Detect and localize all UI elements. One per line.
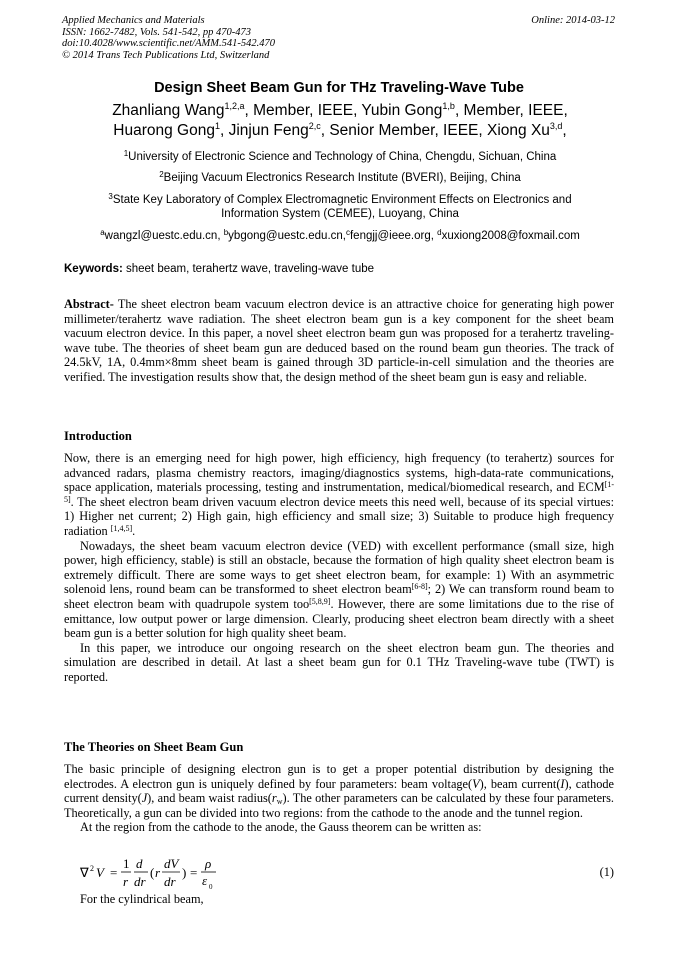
citation: [1,4,5] (110, 523, 133, 533)
paragraph-text: ), and beam waist radius( (147, 791, 272, 806)
paragraph: In this paper, we introduce our ongoing research on the sheet electron beam gun. The theories and simulation are described in detail. At last a sheet beam gun for 0.1 THz Traveling-wave tube (TWT) is reported. (64, 640, 614, 684)
paragraph: For the cylindrical beam, (80, 892, 204, 906)
copyright-line: © 2014 Trans Tech Publications Ltd, Switzerland (62, 49, 270, 61)
author-sup: 3,d (549, 121, 563, 131)
variable: V (472, 776, 480, 791)
journal-name: Applied Mechanics and Materials (62, 15, 205, 26)
abstract-text: The sheet electron beam vacuum electron device is an attractive choice for generating high power millimeter/terahertz wave radiation. The sheet electron beam gun is a key component for the sheet beam vacuum electron device. In this paper, a novel sheet electron beam gun was proposed for a terahertz traveling-wave tube. The theories of sheet beam gun are deduced based on the round beam gun theories. The track of 24.5kV, 1A, 0.4mm×8mm sheet beam is gained through 3D particle-in-cell simulation and the theories are verified. The investigation results show that, the design method of the sheet beam gun is easy and reliable. (64, 297, 614, 384)
affiliation-text: Beijing Vacuum Electronics Research Institute (BVERI), Beijing, China (163, 172, 521, 184)
paragraph (64, 539, 614, 641)
svg-text:dr: dr (134, 874, 146, 889)
svg-text:V: V (96, 865, 104, 880)
svg-text:=: = (190, 865, 198, 880)
theories-body (64, 762, 614, 835)
svg-text:∇: ∇ (80, 865, 89, 880)
svg-text:1: 1 (123, 856, 130, 871)
doi-line: doi:10.4028/www.scientific.net/AMM.541-542.470 (62, 38, 275, 49)
author-text: Zhanliang Wang (112, 102, 225, 119)
paragraph (64, 451, 614, 539)
citation: [6-8] (411, 582, 428, 592)
email-sup: c (345, 228, 350, 237)
variable: I (560, 776, 565, 791)
email-sup: b (223, 228, 229, 237)
paragraph-text: Nowadays, the sheet beam vacuum electron device (VED) with excellent performance (small size, high power, high efficiency, stable) is still an obstacle, because the formation of high quality sheet electron beam is extremely difficult. There are some ways to get sheet electron beam, for example: 1) With an asymmetric solenoid lens, round beam can be transformed to sheet electron beam (64, 538, 614, 597)
email-sup: a (100, 228, 105, 237)
svg-text:dr: dr (164, 874, 176, 889)
theories-body-continued (64, 892, 614, 907)
affiliation-text: Information System (CEMEE), Luoyang, China (221, 208, 459, 220)
paragraph-text: ; 2) We can transform round beam to sheet electron beam with quadrupole system too (64, 582, 614, 611)
author-sup: 2,c (308, 121, 321, 131)
equation-number: (1) (599, 865, 614, 879)
svg-text:dV: dV (164, 856, 179, 871)
variable-subscript: w (276, 797, 283, 807)
online-date: Online: 2014-03-12 (531, 15, 615, 26)
affiliation-sup: 1 (123, 149, 129, 158)
email-list (50, 229, 630, 243)
svg-text:): ) (182, 865, 187, 880)
abstract (64, 297, 614, 385)
paragraph-text: Now, there is an emerging need for high power, high efficiency, high frequency (to terahertz) sources for advanced radars, plasma chemistry reactors, imaging/diagnostics systems, high-data-rate communications, space application, materials processing, testing and instrumentation, medical/biomedical research, and ECM (64, 451, 614, 495)
affiliation-1 (50, 150, 630, 164)
email-address: xuxiong2008@foxmail.com (441, 230, 580, 242)
svg-text:ρ: ρ (205, 856, 212, 871)
introduction-body (64, 451, 614, 685)
svg-text:=: = (110, 865, 118, 880)
affiliation-3 (50, 193, 630, 221)
svg-text:2: 2 (90, 864, 94, 873)
svg-text:ε: ε (202, 873, 208, 888)
citation: [1-5] (64, 480, 614, 504)
author-line-2 (40, 121, 640, 141)
paper-title: Design Sheet Beam Gun for THz Traveling-Wave Tube (154, 80, 524, 96)
affiliation-2 (50, 171, 630, 185)
affiliation-sup: 2 (159, 170, 164, 179)
equation-1 (80, 855, 614, 891)
paragraph (64, 762, 614, 820)
svg-text:0: 0 (209, 883, 213, 891)
author-text: , Member, IEEE, Yubin Gong (244, 102, 443, 119)
keywords (64, 263, 374, 275)
variable: J (141, 791, 148, 806)
paragraph-text: ), cathode current density( (64, 776, 614, 806)
keywords-text: sheet beam, terahertz wave, traveling-wave tube (122, 263, 375, 275)
svg-text:(: ( (150, 865, 155, 880)
author-text: , Member, IEEE, (454, 102, 568, 119)
author-sup: 1,2,a (224, 101, 245, 111)
abstract-label: Abstract- (64, 297, 114, 311)
author-text: , (562, 122, 567, 139)
paragraph: At the region from the cathode to the anode, the Gauss theorem can be written as: (80, 820, 482, 835)
paragraph-text: The basic principle of designing electron gun is to get a proper potential distribution by designing the electrodes. A electron gun is uniquely defined by four parameters: beam voltage( (64, 762, 614, 791)
author-text: Huarong Gong (113, 122, 215, 139)
author-list (40, 101, 640, 141)
affiliation-sup: 3 (108, 192, 113, 201)
paragraph-text: . (132, 523, 136, 538)
email-address: ybgong@uestc.edu.cn, (228, 230, 346, 242)
svg-text:r: r (155, 865, 161, 880)
affiliation-text: State Key Laboratory of Complex Electromagnetic Environment Effects on Electronics and (112, 194, 572, 206)
author-line-1 (40, 101, 640, 121)
author-sup: 1 (214, 121, 220, 131)
citation: [5,8,9] (309, 596, 331, 606)
email-address: wangzl@uestc.edu.cn, (104, 230, 224, 242)
author-text: , Jinjun Feng (219, 122, 309, 139)
paragraph-text: ), beam current( (479, 776, 561, 791)
author-text: , Senior Member, IEEE, Xiong Xu (320, 122, 550, 139)
affiliation-text: University of Electronic Science and Technology of China, Chengdu, Sichuan, China (128, 151, 557, 163)
issn-line: ISSN: 1662-7482, Vols. 541-542, pp 470-473 (62, 26, 251, 38)
journal-header (62, 15, 275, 61)
section-heading-theories: The Theories on Sheet Beam Gun (64, 740, 244, 754)
gauss-equation-image (80, 855, 280, 891)
svg-text:d: d (136, 856, 143, 871)
email-sup: d (437, 228, 442, 237)
keywords-label: Keywords: (64, 263, 123, 275)
author-sup: 1,b (442, 101, 455, 111)
svg-text:r: r (123, 874, 129, 889)
email-address: fengjj@ieee.org, (349, 230, 438, 242)
paragraph-text: . The sheet electron beam driven vacuum electron device meets this need well, because of its special virtues: 1) Higher net current; 2) High gain, high efficiency and small size; 3) Suitable to produce high frequency radiation (64, 494, 614, 538)
paragraph-text: ). The other parameters can be calculated by these four parameters. Theoretically, a gun can be divided into two regions: from the cathode to the anode and the tunnel region. (64, 791, 614, 820)
section-heading-introduction: Introduction (64, 429, 132, 443)
variable: r (271, 791, 277, 806)
paragraph-text: . However, there are some limitations due to the rise of emittance, low output power or large dimension. Clearly, producing sheet electron beam directly with a sheet beam gun is a better solution for high quality sheet beam. (64, 596, 614, 641)
